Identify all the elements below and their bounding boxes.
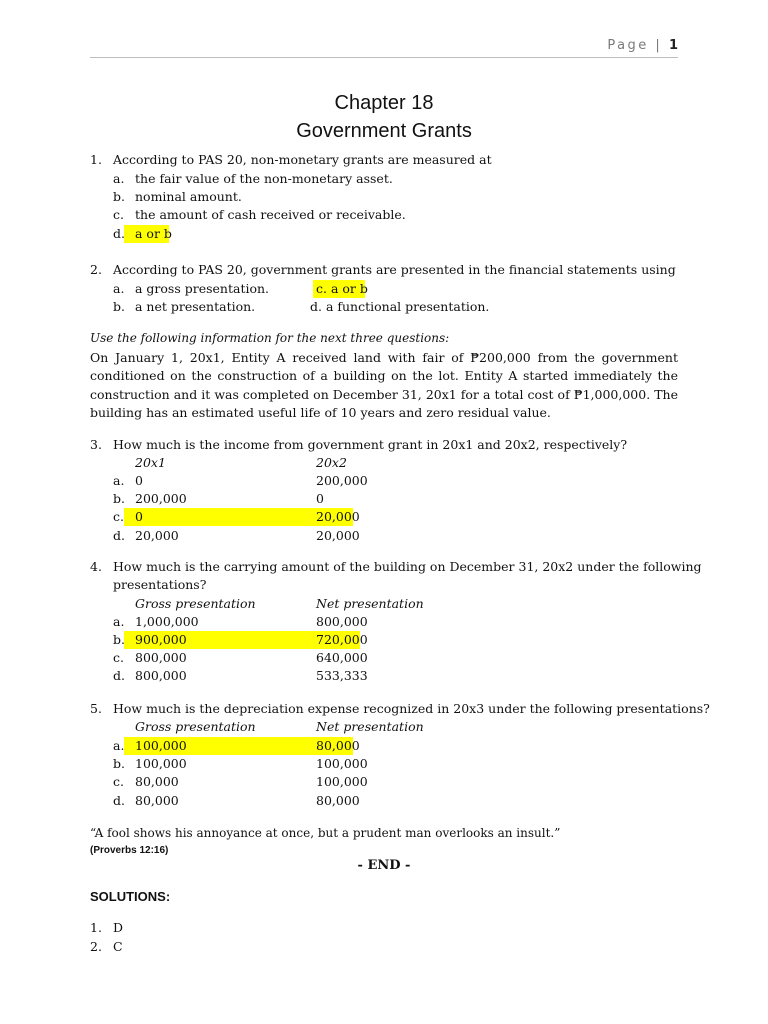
solution-2-number: 2. bbox=[90, 939, 102, 954]
q3-row-c-value2: 20,000 bbox=[316, 509, 360, 524]
q4-row-a-value2: 800,000 bbox=[316, 614, 368, 629]
q3-row-a-value2: 200,000 bbox=[316, 473, 368, 488]
q3-row-d-value2: 20,000 bbox=[316, 528, 360, 543]
q5-row-d-value2: 80,000 bbox=[316, 793, 360, 808]
q1-choice-b-text: nominal amount. bbox=[135, 189, 242, 204]
q4-row-b-value1: 900,000 bbox=[135, 632, 187, 647]
q2-number: 2. bbox=[90, 262, 102, 277]
closing-quote: “A fool shows his annoyance at once, but a prudent man overlooks an insult.” bbox=[90, 826, 561, 840]
q3-col2-header: 20x2 bbox=[316, 455, 347, 470]
q2-choice-a-letter: a. bbox=[113, 281, 125, 296]
q5-row-c-letter: c. bbox=[113, 774, 124, 789]
q5-col1-header: Gross presentation bbox=[135, 719, 256, 734]
q5-row-a-value2: 80,000 bbox=[316, 738, 360, 753]
q5-col2-header: Net presentation bbox=[316, 719, 424, 734]
q3-row-d-value1: 20,000 bbox=[135, 528, 179, 543]
q5-row-c-value2: 100,000 bbox=[316, 774, 368, 789]
q2-choice-a-text: a gross presentation. bbox=[135, 281, 270, 296]
q4-col2-header: Net presentation bbox=[316, 596, 424, 611]
q4-row-b-value2: 720,000 bbox=[316, 632, 368, 647]
q4-col1-header: Gross presentation bbox=[135, 596, 256, 611]
q3-row-c-letter: c. bbox=[113, 509, 124, 524]
q2-choice-b-text: a net presentation. bbox=[135, 299, 256, 314]
chapter-title: Chapter 18 bbox=[334, 92, 434, 114]
q4-stem-line2: presentations? bbox=[113, 577, 207, 592]
q5-row-c-value1: 80,000 bbox=[135, 774, 179, 789]
q1-choice-c-text: the amount of cash received or receivable. bbox=[135, 207, 406, 222]
q3-row-a-value1: 0 bbox=[135, 473, 143, 488]
q4-row-d-value2: 533,333 bbox=[316, 668, 368, 683]
q5-row-a-letter: a. bbox=[113, 738, 125, 753]
header-rule bbox=[90, 57, 678, 58]
q4-row-a-letter: a. bbox=[113, 614, 125, 629]
q5-row-b-value1: 100,000 bbox=[135, 756, 187, 771]
q3-row-b-value1: 200,000 bbox=[135, 491, 187, 506]
q3-row-c-value1: 0 bbox=[135, 509, 143, 524]
q3-stem: How much is the income from government grant in 20x1 and 20x2, respectively? bbox=[113, 437, 628, 452]
q1-choice-d-text: a or b bbox=[135, 226, 172, 241]
q5-row-b-value2: 100,000 bbox=[316, 756, 368, 771]
q3-row-d-letter: d. bbox=[113, 528, 125, 543]
q1-choice-a-text: the fair value of the non-monetary asset. bbox=[135, 171, 393, 186]
q4-stem-line1: How much is the carrying amount of the building on December 31, 20x2 under the following bbox=[113, 559, 702, 574]
q2-choice-c-text: c. a or b bbox=[316, 281, 368, 296]
q5-row-a-value1: 100,000 bbox=[135, 738, 187, 753]
q5-row-d-value1: 80,000 bbox=[135, 793, 179, 808]
q2-choice-b-letter: b. bbox=[113, 299, 125, 314]
q2-choice-d-text: d. a functional presentation. bbox=[310, 299, 490, 314]
page-header: Page | 1 bbox=[607, 38, 678, 53]
q1-choice-a-letter: a. bbox=[113, 171, 125, 186]
q3-row-a-letter: a. bbox=[113, 473, 125, 488]
q1-choice-c-letter: c. bbox=[113, 207, 124, 222]
page-number: 1 bbox=[668, 38, 678, 53]
solutions-heading: SOLUTIONS: bbox=[90, 889, 171, 904]
q4-row-d-letter: d. bbox=[113, 668, 125, 683]
q1-stem: According to PAS 20, non-monetary grants are measured at bbox=[113, 152, 492, 167]
info-intro: Use the following information for the next three questions: bbox=[90, 331, 450, 345]
q4-row-a-value1: 1,000,000 bbox=[135, 614, 199, 629]
q3-col1-header: 20x1 bbox=[135, 455, 166, 470]
solution-1-number: 1. bbox=[90, 920, 102, 935]
q1-choice-d-letter: d. bbox=[113, 226, 125, 241]
q5-row-d-letter: d. bbox=[113, 793, 125, 808]
q4-number: 4. bbox=[90, 559, 102, 574]
end-marker: - END - bbox=[357, 858, 411, 873]
q3-number: 3. bbox=[90, 437, 102, 452]
q2-stem: According to PAS 20, government grants are presented in the financial statements using bbox=[113, 262, 676, 277]
solution-1-answer: D bbox=[113, 920, 124, 935]
quote-source: (Proverbs 12:16) bbox=[90, 845, 169, 856]
q4-row-d-value1: 800,000 bbox=[135, 668, 187, 683]
q1-number: 1. bbox=[90, 152, 102, 167]
q5-stem: How much is the depreciation expense recognized in 20x3 under the following presentations? bbox=[113, 701, 710, 716]
q4-row-c-letter: c. bbox=[113, 650, 124, 665]
q4-row-c-value1: 800,000 bbox=[135, 650, 187, 665]
q4-row-b-letter: b. bbox=[113, 632, 125, 647]
chapter-subject: Government Grants bbox=[296, 120, 472, 142]
info-paragraph: On January 1, 20x1, Entity A received land with fair of ₱200,000 from the government conditioned on the construction of a building on the lot. Entity A started immediately the construction and it was completed on December 31, 20x1 for a total cost of ₱1,000,000. The building has an estimated useful life of 10 years and zero residual value. bbox=[90, 350, 678, 420]
q5-row-b-letter: b. bbox=[113, 756, 125, 771]
q3-row-b-value2: 0 bbox=[316, 491, 324, 506]
q4-row-c-value2: 640,000 bbox=[316, 650, 368, 665]
q5-number: 5. bbox=[90, 701, 102, 716]
q1-choice-b-letter: b. bbox=[113, 189, 125, 204]
q3-row-b-letter: b. bbox=[113, 491, 125, 506]
solution-2-answer: C bbox=[113, 939, 123, 954]
page-label: Page bbox=[607, 38, 649, 53]
